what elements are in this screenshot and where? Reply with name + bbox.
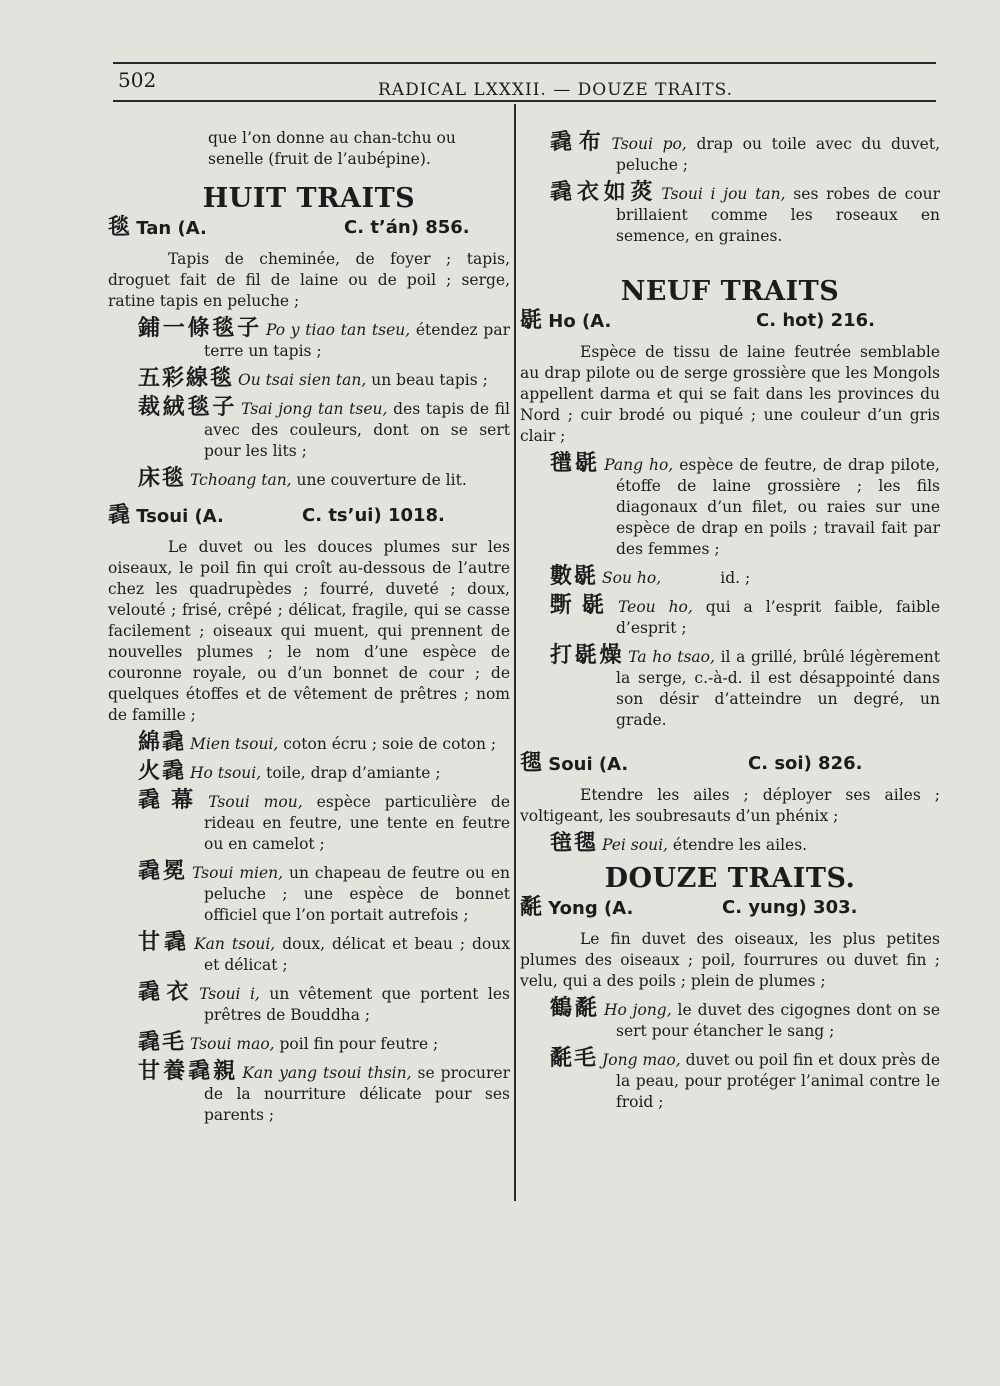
sub-entry-chinese: 打毼燥 [550, 642, 625, 668]
entry-head-ho [520, 307, 940, 334]
page-number: 502 [118, 68, 157, 92]
sub-entry [520, 563, 940, 589]
sub-entry-chinese: 床毯 [138, 465, 187, 491]
sub-entry-romanization: Tsoui mao, [190, 1035, 275, 1053]
sub-entry [108, 787, 510, 855]
sub-entry-text: doux, délicat et beau ; doux et délicat ; [204, 935, 510, 974]
header-rule [113, 100, 936, 102]
sub-entry-chinese: 毳衣 [138, 979, 196, 1005]
sub-entry-chinese: 鋪一條毯子 [138, 315, 262, 341]
sub-entry-romanization: Teou ho, [618, 598, 693, 616]
sub-entry-romanization: Po y tiao tan tseu, [265, 321, 411, 339]
sub-entry-romanization: Mien tsoui, [190, 735, 279, 753]
sub-entry-chinese: 斲毼 [550, 592, 615, 618]
sub-entry [520, 830, 940, 856]
entry-definition: Tapis de cheminée, de foyer ; tapis, droguet fait de fil de laine ou de poil ; serge, ratine tapis en peluche ; [108, 250, 510, 310]
sub-entry [520, 995, 940, 1042]
sub-entry-romanization: Tsoui i, [199, 985, 260, 1003]
sub-entry [108, 1029, 510, 1055]
sub-entry-text: coton écru ; soie de coton ; [278, 735, 497, 753]
sub-entry-romanization: Ho jong, [603, 1001, 672, 1019]
sub-entry-romanization: Ou tsai sien tan, [238, 371, 367, 389]
sub-entry-text: toile, drap d’amiante ; [261, 764, 441, 782]
sub-entry-chinese: 氆毼 [550, 450, 601, 476]
sub-entry [108, 729, 510, 755]
sub-entry-chinese: 甘毳 [138, 929, 191, 955]
sub-entry-chinese: 甘養毳親 [138, 1058, 239, 1084]
sub-entry-chinese: 毳幕 [138, 787, 205, 813]
sub-entry-romanization: Kan yang tsoui thsin, [242, 1064, 412, 1082]
section-heading-douze-traits: DOUZE TRAITS. [604, 863, 856, 894]
sub-entry-text: qui a l’esprit faible, faible d’esprit ; [616, 598, 940, 637]
entry-head-tsoui [108, 502, 510, 529]
sub-entry-text: des tapis de fil avec des couleurs, dont on se sert pour les lits ; [204, 400, 510, 460]
sub-entry-chinese: 毳衣如菼 [550, 179, 658, 205]
sub-entry-text: espèce particulière de rideau en feutre, une tente en feutre ou en camelot ; [204, 793, 510, 853]
entry-definition: Etendre les ailes ; déployer ses ailes ; voltigeant, les soubresauts d’un phénix ; [520, 786, 940, 825]
sub-entry [520, 1045, 940, 1113]
sub-entry [108, 858, 510, 926]
entry-cantonese: C. yung) 303. [722, 897, 858, 918]
sub-entry-chinese: 火毳 [138, 758, 187, 784]
sub-entry-chinese: 數毼 [550, 563, 599, 589]
sub-entry [108, 1058, 510, 1126]
sub-entry-text: ses robes de cour brillaient comme les roseaux en semence, en graines. [616, 185, 940, 245]
entry-definition: Le fin duvet des oiseaux, les plus petites plumes des oiseaux ; poil, fourrures ou duvet fin ; velu, qui a des poils ; plein de plumes ; [520, 930, 940, 990]
column-divider [514, 104, 516, 1201]
sub-entry-chinese: 五彩線毯 [138, 365, 235, 391]
left-column [108, 128, 510, 1128]
sub-entry [520, 129, 940, 176]
section-heading-neuf-traits: NEUF TRAITS [620, 276, 840, 307]
sub-entry-chinese: 綿毳 [138, 729, 187, 755]
sub-entry-romanization: Sou ho, [602, 569, 662, 587]
sub-entry-romanization: Pei soui, [602, 836, 668, 854]
sub-entry-romanization: Tsai jong tan tseu, [241, 400, 388, 418]
entry-character: 氄 [520, 894, 543, 920]
sub-entry [520, 179, 940, 247]
entry-headword: Ho (A. [548, 311, 612, 332]
sub-entry-chinese: 毰毸 [550, 830, 599, 856]
entry-character: 毸 [520, 750, 543, 776]
sub-entry-chinese: 氄毛 [550, 1045, 599, 1071]
entry-definition: Espèce de tissu de laine feutrée semblable au drap pilote ou de serge grossière que les Mongols appellent darma et qui se fait dans les provinces du Nord ; cuir brodé ou piqué ; une couleur d’un gris clair ; [520, 343, 940, 445]
sub-entry-romanization: Tsoui i jou tan, [661, 185, 786, 203]
sub-entry-chinese: 毳冕 [138, 858, 188, 884]
sub-entry-text: drap ou toile avec du duvet, peluche ; [616, 135, 940, 174]
sub-entry [108, 315, 510, 362]
entry-character: 毯 [108, 214, 131, 240]
entry-cantonese: C. ts’ui) 1018. [302, 505, 445, 526]
sub-entry [108, 929, 510, 976]
sub-entry-text: un beau tapis ; [366, 371, 488, 389]
entry-cantonese: C. soi) 826. [748, 753, 863, 774]
sub-entry-romanization: Kan tsoui, [194, 935, 276, 953]
sub-entry-chinese: 毳布 [550, 129, 608, 155]
sub-entry-romanization: Tsoui mien, [191, 864, 284, 882]
section-heading-huit-traits: HUIT TRAITS [202, 183, 416, 214]
entry-head-tan [108, 214, 510, 241]
sub-entry-romanization: Ho tsoui, [190, 764, 262, 782]
sub-entry-text: étendre les ailes. [667, 836, 808, 854]
sub-entry-romanization: Tsoui mou, [208, 793, 303, 811]
entry-head-soui [520, 750, 940, 777]
sub-entry [108, 465, 510, 491]
running-head: RADICAL LXXXII. — DOUZE TRAITS. [378, 80, 734, 100]
sub-entry-romanization: Pang ho, [604, 456, 674, 474]
entry-headword: Tsoui (A. [136, 506, 224, 527]
sub-entry-text: une couverture de lit. [291, 471, 467, 489]
entry-headword: Soui (A. [548, 754, 629, 775]
top-rule [113, 62, 936, 64]
entry-head-yong [520, 894, 940, 921]
sub-entry-text: duvet ou poil fin et doux près de la peau, pour protéger l’animal contre le froid ; [616, 1051, 940, 1111]
sub-entry-text: se procurer de la nourriture délicate pour ses parents ; [204, 1064, 510, 1124]
sub-entry-chinese: 鶴氄 [550, 995, 600, 1021]
sub-entry-text: poil fin pour feutre ; [274, 1035, 439, 1053]
sub-entry [108, 758, 510, 784]
sub-entry-text: étendez par terre un tapis ; [204, 321, 510, 360]
sub-entry-text: il a grillé, brûlé légèrement la serge, c.-à-d. il est désappointé dans son désir d’atteindre un degré, un grade. [616, 648, 940, 729]
sub-entry [520, 450, 940, 560]
sub-entry-romanization: Ta ho tsao, [628, 648, 715, 666]
sub-entry-romanization: Tchoang tan, [190, 471, 292, 489]
sub-entry-chinese: 毳毛 [138, 1029, 187, 1055]
entry-definition: Le duvet ou les douces plumes sur les oiseaux, le poil fin qui croît au-dessous de l’autre chez les quadrupèdes ; fourré, duveté ; doux, velouté ; frisé, crêpé ; délicat, fragile, qui se casse facilement ; oiseaux qui muent, qui prennent de nouvelles plumes ; le nom d’une espèce de couronne royale, ou d’un bonnet de cour ; de quelques étoffes et de vêtement de prêtres ; nom de famille ; [108, 538, 510, 724]
sub-entry-text: le duvet des cigognes dont on se sert pour étancher le sang ; [616, 1001, 940, 1040]
sub-entry [108, 979, 511, 1026]
sub-entry-text: un chapeau de feutre ou en peluche ; une espèce de bonnet officiel que l’on portait autrefois ; [204, 864, 510, 924]
sub-entry-text: un vêtement que portent les prêtres de Bouddha ; [204, 985, 511, 1024]
sub-entry [108, 394, 510, 462]
sub-entry-chinese: 裁絨毯子 [138, 394, 238, 420]
sub-entry [520, 592, 940, 639]
entry-cantonese: C. t’án) 856. [344, 217, 470, 238]
entry-headword: Yong (A. [548, 898, 634, 919]
sub-entry [520, 642, 940, 731]
entry-headword: Tan (A. [136, 218, 207, 239]
entry-cantonese: C. hot) 216. [756, 310, 876, 331]
entry-character: 毳 [108, 502, 131, 528]
entry-character: 毼 [520, 307, 543, 333]
sub-entry-text: id. ; [661, 569, 751, 587]
sub-entry [108, 365, 510, 391]
sub-entry-romanization: Jong mao, [602, 1051, 681, 1069]
right-column [520, 129, 940, 1115]
sub-entry-text: espèce de feutre, de drap pilote, étoffe de laine grossière ; les fils diagonaux d’un filet, ou raies sur une espèce de drap en poils ; travail fait par des femmes ; [616, 456, 940, 558]
intro-text: que l’on donne au chan-tchu ou senelle (fruit de l’aubépine). [208, 129, 456, 168]
sub-entry-romanization: Tsoui po, [611, 135, 687, 153]
